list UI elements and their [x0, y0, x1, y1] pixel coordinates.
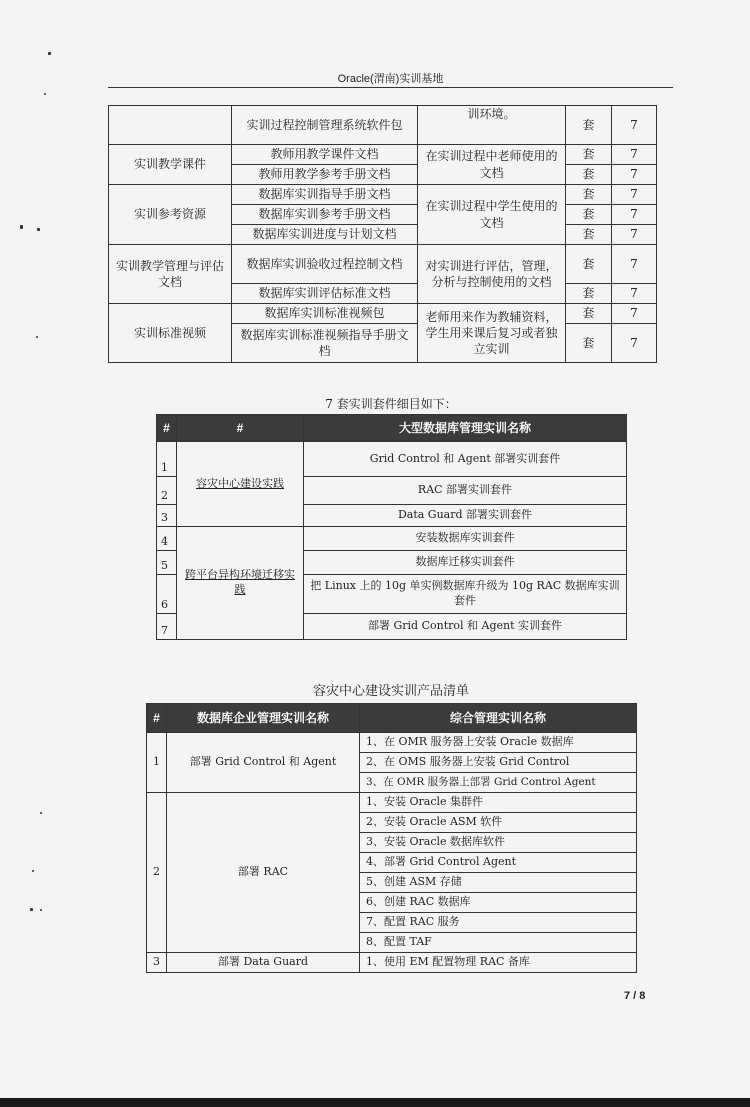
qty-cell: 7 — [612, 284, 657, 304]
row-number: 2 — [147, 793, 167, 953]
scan-speck — [36, 336, 38, 338]
group-header: # — [177, 415, 304, 442]
item-cell: 实训过程控制管理系统软件包 — [232, 106, 418, 145]
item-cell: 教师用教学参考手册文档 — [232, 165, 418, 185]
row-number: 3 — [157, 505, 177, 527]
table-row — [157, 527, 627, 551]
row-number: 2 — [157, 477, 177, 505]
unit-cell: 套 — [566, 245, 612, 284]
qty-cell: 7 — [612, 145, 657, 165]
qty-cell: 7 — [612, 245, 657, 284]
table-row — [109, 145, 657, 165]
table-row — [109, 185, 657, 205]
item-cell: 教师用教学课件文档 — [232, 145, 418, 165]
row-number: 3 — [147, 953, 167, 973]
integrated-item: 3、安装 Oracle 数据库软件 — [360, 833, 637, 853]
item-cell: 数据库实训参考手册文档 — [232, 205, 418, 225]
group-cell: 跨平台异构环境迁移实践 — [177, 527, 304, 640]
category-cell — [109, 106, 232, 145]
integrated-item: 8、配置 TAF — [360, 933, 637, 953]
scan-speck — [32, 870, 34, 872]
unit-cell: 套 — [566, 304, 612, 324]
integrated-item: 1、在 OMR 服务器上安装 Oracle 数据库 — [360, 733, 637, 753]
enterprise-header: 数据库企业管理实训名称 — [167, 704, 360, 733]
page-header: Oracle(渭南)实训基地 — [337, 73, 444, 85]
integrated-item: 7、配置 RAC 服务 — [360, 913, 637, 933]
item-cell: 数据库实训验收过程控制文档 — [232, 245, 418, 284]
unit-cell: 套 — [566, 284, 612, 304]
name-header: 大型数据库管理实训名称 — [304, 415, 627, 442]
scan-speck — [37, 228, 40, 231]
qty-cell: 7 — [612, 225, 657, 245]
kit-name: 数据库迁移实训套件 — [304, 551, 627, 575]
header-rule — [108, 87, 673, 88]
desc-cell: 在实训过程中老师使用的文档 — [418, 145, 566, 185]
integrated-item: 1、安装 Oracle 集群件 — [360, 793, 637, 813]
row-number: 1 — [157, 442, 177, 477]
item-cell: 数据库实训评估标准文档 — [232, 284, 418, 304]
scan-speck — [44, 93, 46, 95]
row-number: 5 — [157, 551, 177, 575]
unit-cell: 套 — [566, 106, 612, 145]
row-number: 6 — [157, 575, 177, 614]
category-cell: 实训参考资源 — [109, 185, 232, 245]
category-cell: 实训教学课件 — [109, 145, 232, 185]
scan-speck — [48, 52, 51, 55]
scan-speck — [20, 225, 23, 229]
unit-cell: 套 — [566, 324, 612, 363]
integrated-item: 5、创建 ASM 存储 — [360, 873, 637, 893]
unit-cell: 套 — [566, 225, 612, 245]
scan-speck — [30, 908, 33, 911]
table-row — [147, 793, 637, 813]
qty-cell: 7 — [612, 304, 657, 324]
row-number: 1 — [147, 733, 167, 793]
integrated-item: 2、安装 Oracle ASM 软件 — [360, 813, 637, 833]
table-row — [157, 442, 627, 477]
num-header: # — [157, 415, 177, 442]
qty-cell: 7 — [612, 205, 657, 225]
kits-header-row — [157, 415, 627, 442]
kit-name: Grid Control 和 Agent 部署实训套件 — [304, 442, 627, 477]
category-cell: 实训标准视频 — [109, 304, 232, 363]
kit-name: Data Guard 部署实训套件 — [304, 505, 627, 527]
row-number: 4 — [157, 527, 177, 551]
desc-cell: 在实训过程中学生使用的文档 — [418, 185, 566, 245]
integrated-item: 4、部署 Grid Control Agent — [360, 853, 637, 873]
kit-name: 部署 Grid Control 和 Agent 实训套件 — [304, 614, 627, 640]
table-row — [147, 733, 637, 753]
enterprise-name: 部署 Grid Control 和 Agent — [167, 733, 360, 793]
item-cell: 数据库实训进度与计划文档 — [232, 225, 418, 245]
resource-table — [108, 105, 657, 363]
integrated-item: 3、在 OMR 服务器上部署 Grid Control Agent — [360, 773, 637, 793]
page-number: 7 / 8 — [624, 990, 646, 1002]
integrated-header: 综合管理实训名称 — [360, 704, 637, 733]
unit-cell: 套 — [566, 165, 612, 185]
table-row — [109, 106, 657, 145]
unit-cell: 套 — [566, 145, 612, 165]
scan-speck — [40, 812, 42, 814]
desc-cell: 训环境。 — [418, 106, 566, 145]
qty-cell: 7 — [612, 165, 657, 185]
products-table — [146, 703, 637, 973]
unit-cell: 套 — [566, 185, 612, 205]
table-row — [109, 304, 657, 324]
num-header: # — [147, 704, 167, 733]
desc-cell: 对实训进行评估，管理，分析与控制使用的文档 — [418, 245, 566, 304]
kit-name: RAC 部署实训套件 — [304, 477, 627, 505]
item-cell: 数据库实训标准视频包 — [232, 304, 418, 324]
table-row — [147, 953, 637, 973]
enterprise-name: 部署 RAC — [167, 793, 360, 953]
table-row — [109, 245, 657, 284]
enterprise-name: 部署 Data Guard — [167, 953, 360, 973]
integrated-item: 2、在 OMS 服务器上安装 Grid Control — [360, 753, 637, 773]
desc-cell: 老师用来作为教辅资料，学生用来课后复习或者独立实训 — [418, 304, 566, 363]
unit-cell: 套 — [566, 205, 612, 225]
item-cell: 数据库实训标准视频指导手册文档 — [232, 324, 418, 363]
kit-name: 安装数据库实训套件 — [304, 527, 627, 551]
scan-speck — [40, 909, 42, 911]
products-header-row — [147, 704, 637, 733]
kit-name: 把 Linux 上的 10g 单实例数据库升级为 10g RAC 数据库实训套件 — [304, 575, 627, 614]
kits-table — [156, 414, 627, 640]
qty-cell: 7 — [612, 185, 657, 205]
scan-edge — [0, 1098, 750, 1107]
item-cell: 数据库实训指导手册文档 — [232, 185, 418, 205]
products-caption: 容灾中心建设实训产品清单 — [312, 684, 469, 699]
integrated-item: 1、使用 EM 配置物理 RAC 备库 — [360, 953, 637, 973]
qty-cell: 7 — [612, 324, 657, 363]
group-cell: 容灾中心建设实践 — [177, 442, 304, 527]
qty-cell: 7 — [612, 106, 657, 145]
integrated-item: 6、创建 RAC 数据库 — [360, 893, 637, 913]
category-cell: 实训教学管理与评估文档 — [109, 245, 232, 304]
row-number: 7 — [157, 614, 177, 640]
kits-caption: 7 套实训套件细目如下： — [325, 397, 457, 411]
